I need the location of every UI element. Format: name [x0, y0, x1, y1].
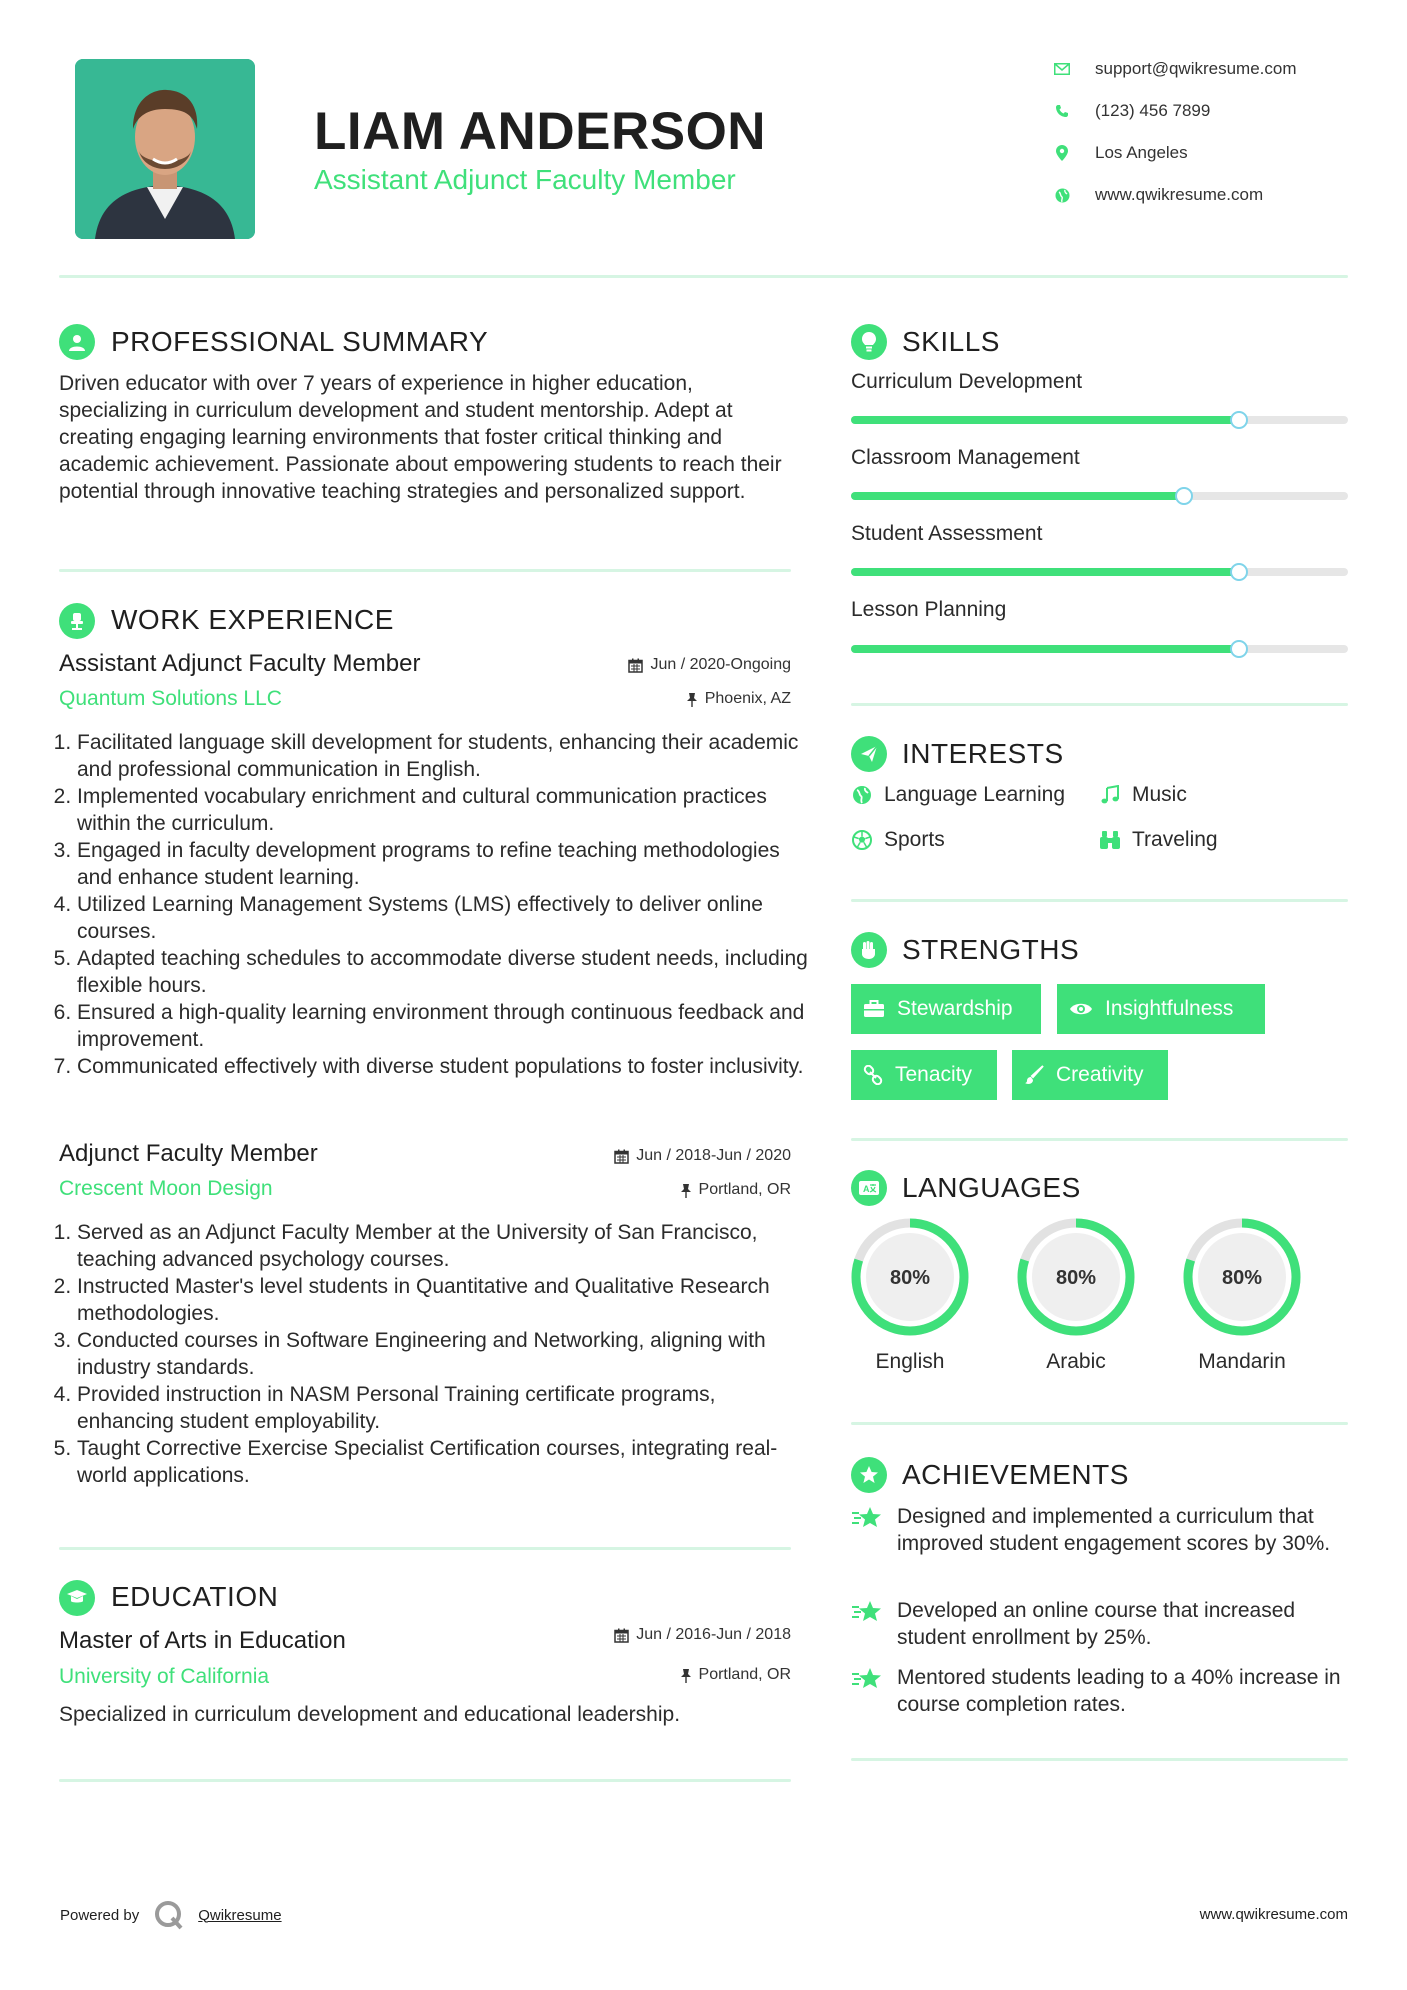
list-item: 3. Conducted courses in Software Engineering and Networking, aligning with industry standards. [77, 1327, 817, 1381]
list-item: 3. Engaged in faculty development programs to refine teaching methodologies and enhance student learning. [77, 837, 817, 891]
envelope-icon [1052, 59, 1072, 79]
contact-text: (123) 456 7899 [1095, 101, 1211, 120]
list-item: 1. Facilitated language skill development for students, enhancing their academic and professional communication in English. [77, 729, 817, 783]
globe-icon [1052, 185, 1072, 205]
section-title-summary: PROFESSIONAL SUMMARY [111, 326, 489, 357]
skill-label: Student Assessment [851, 522, 1043, 545]
candidate-title: Assistant Adjunct Faculty Member [314, 164, 736, 195]
eye-icon [1069, 1001, 1093, 1017]
header-divider [59, 275, 1348, 278]
language-percent: 80% [1055, 1267, 1097, 1289]
svg-text:A: A [863, 1184, 870, 1194]
calendar-icon [614, 1628, 629, 1643]
language-ring [1181, 1216, 1303, 1338]
contact-text: www.qwikresume.com [1095, 185, 1264, 204]
link-icon [863, 1065, 883, 1085]
section-title-languages: LANGUAGES [902, 1172, 1081, 1203]
strength-chip: Stewardship [851, 984, 1041, 1034]
user-icon [59, 324, 95, 360]
language-ring [849, 1216, 971, 1338]
job-date: Jun / 2018-Jun / 2020 [551, 1147, 791, 1165]
strength-chip: Insightfulness [1057, 984, 1265, 1034]
language-icon [851, 1170, 887, 1206]
skill-bar [851, 568, 1348, 576]
section-divider [59, 569, 791, 572]
achievement-item: Designed and implemented a curriculum that improved student engagement scores by 30%. [851, 1503, 1348, 1557]
job-company: Crescent Moon Design [59, 1177, 273, 1200]
education-date: Jun / 2016-Jun / 2018 [551, 1626, 791, 1644]
job-location: Phoenix, AZ [551, 690, 791, 708]
section-title-interests: INTERESTS [902, 738, 1064, 769]
contact-email[interactable] [1052, 57, 1297, 81]
music-note-icon [1099, 784, 1121, 806]
list-item: 4. Provided instruction in NASM Personal Training certificate programs, enhancing student employability. [77, 1381, 817, 1435]
pushpin-icon [680, 1668, 692, 1683]
binoculars-icon [1099, 829, 1121, 851]
section-title-experience: WORK EXPERIENCE [111, 604, 394, 635]
job-location: Portland, OR [551, 1181, 791, 1199]
job-role: Adjunct Faculty Member [59, 1140, 318, 1167]
interest-item: Music [1099, 783, 1187, 807]
skill-bar-knob [1230, 563, 1248, 581]
interest-item: Sports [851, 828, 945, 852]
section-divider [851, 703, 1348, 706]
achievement-item: Mentored students leading to a 40% increase in course completion rates. [851, 1664, 1348, 1718]
skill-bar [851, 492, 1348, 500]
strength-chip: Creativity [1012, 1050, 1168, 1100]
footer-brand-link[interactable]: Qwikresume [198, 1906, 282, 1924]
job-bullets [59, 1219, 817, 1489]
section-divider [851, 899, 1348, 902]
paper-plane-icon [851, 736, 887, 772]
job-bullets [59, 729, 817, 1080]
language-name: Mandarin [1198, 1350, 1286, 1373]
section-divider [851, 1422, 1348, 1425]
star-icon [851, 1597, 883, 1651]
achievement-item: Developed an online course that increased student enrollment by 25%. [851, 1597, 1348, 1651]
section-divider [851, 1138, 1348, 1141]
footer-powered-by: Powered by Qwikresume [60, 1900, 282, 1930]
list-item: 1. Served as an Adjunct Faculty Member at the University of San Francisco, teaching advanced psychology courses. [77, 1219, 817, 1273]
qwikresume-logo-icon [154, 1900, 184, 1930]
contact-text: support@qwikresume.com [1095, 59, 1297, 78]
calendar-icon [614, 1149, 629, 1164]
list-item: 2. Instructed Master's level students in Quantitative and Qualitative Research methodologies. [77, 1273, 817, 1327]
pushpin-icon [680, 1183, 692, 1198]
job-role: Assistant Adjunct Faculty Member [59, 650, 421, 677]
star-icon [851, 1503, 883, 1557]
phone-icon [1052, 101, 1072, 121]
skill-bar-knob [1230, 411, 1248, 429]
education-school: University of California [59, 1665, 270, 1688]
language-percent: 80% [889, 1267, 931, 1289]
globe-icon [851, 784, 873, 806]
education-description: Specialized in curriculum development and educational leadership. [59, 1703, 681, 1726]
soccer-ball-icon [851, 829, 873, 851]
section-title-achievements: ACHIEVEMENTS [902, 1459, 1129, 1490]
paintbrush-icon [1024, 1065, 1044, 1085]
list-item: 4. Utilized Learning Management Systems (LMS) effectively to deliver online courses. [77, 891, 817, 945]
graduate-icon [59, 1580, 95, 1616]
skill-bar-fill [851, 492, 1184, 500]
star-icon [851, 1664, 883, 1718]
section-divider [59, 1779, 791, 1782]
list-item: 7. Communicated effectively with diverse student populations to foster inclusivity. [77, 1053, 817, 1080]
section-title-skills: SKILLS [902, 326, 1000, 357]
lightbulb-icon [851, 324, 887, 360]
language-name: Arabic [1046, 1350, 1106, 1373]
interest-item: Language Learning [851, 783, 1065, 807]
strength-chip: Tenacity [851, 1050, 997, 1100]
candidate-name: LIAM ANDERSON [314, 102, 767, 161]
raised-fist-icon [851, 932, 887, 968]
list-item: 5. Taught Corrective Exercise Specialist Certification courses, integrating real-world applications. [77, 1435, 817, 1489]
interest-item: Traveling [1099, 828, 1218, 852]
skill-bar-fill [851, 416, 1239, 424]
skill-label: Lesson Planning [851, 598, 1007, 621]
skill-bar-knob [1175, 487, 1193, 505]
pushpin-icon [686, 692, 698, 707]
profile-photo [75, 59, 255, 239]
section-title-education: EDUCATION [111, 1581, 279, 1612]
skill-bar-knob [1230, 640, 1248, 658]
briefcase-icon [863, 1000, 885, 1018]
medal-star-icon [851, 1457, 887, 1493]
language-ring [1015, 1216, 1137, 1338]
section-divider [59, 1547, 791, 1550]
footer-site[interactable]: www.qwikresume.com [1199, 1906, 1348, 1923]
job-date: Jun / 2020-Ongoing [551, 656, 791, 674]
calendar-icon [628, 658, 643, 673]
job-company: Quantum Solutions LLC [59, 687, 282, 710]
skill-label: Curriculum Development [851, 370, 1083, 393]
skill-bar-fill [851, 568, 1239, 576]
summary-text: Driven educator with over 7 years of experience in higher education, specializing in curriculum development and student mentorship. Adept at creating engaging learning environments that foster critical thinking and academic achievement. Passionate about empowering students to reach their potential through innovative teaching strategies and personalized support. [59, 372, 782, 503]
education-degree: Master of Arts in Education [59, 1627, 346, 1654]
map-pin-icon [1052, 143, 1072, 163]
section-divider [851, 1758, 1348, 1761]
skill-bar [851, 416, 1348, 424]
contact-location [1052, 141, 1188, 165]
contact-phone[interactable] [1052, 99, 1210, 123]
list-item: 5. Adapted teaching schedules to accommodate diverse student needs, including flexible hours. [77, 945, 817, 999]
contact-website[interactable] [1052, 183, 1263, 207]
language-name: English [875, 1350, 945, 1373]
chair-icon [59, 603, 95, 639]
language-percent: 80% [1221, 1267, 1263, 1289]
skill-label: Classroom Management [851, 446, 1080, 469]
section-title-strengths: STRENGTHS [902, 934, 1080, 965]
skill-bar-fill [851, 645, 1239, 653]
list-item: 2. Implemented vocabulary enrichment and cultural communication practices within the curriculum. [77, 783, 817, 837]
contact-text: Los Angeles [1095, 143, 1188, 162]
education-location: Portland, OR [551, 1666, 791, 1684]
skill-bar [851, 645, 1348, 653]
list-item: 6. Ensured a high-quality learning environment through continuous feedback and improvement. [77, 999, 817, 1053]
